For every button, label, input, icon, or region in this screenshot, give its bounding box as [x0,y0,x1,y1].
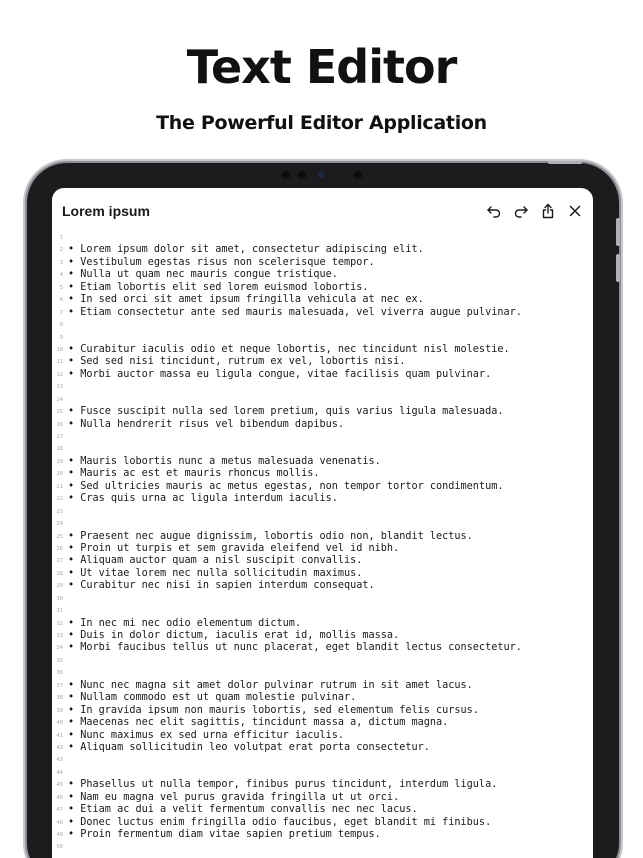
text-editor-area[interactable] [52,232,593,854]
line-number: 21 [56,483,63,490]
editor-line[interactable] [52,630,593,642]
undo-button[interactable] [484,201,504,221]
line-text: • Aliquam sollicitudin leo volutpat erat porta consectetur. [68,741,430,753]
line-number: 49 [56,832,63,838]
editor-line[interactable] [52,543,593,555]
line-number: 9 [59,334,63,341]
editor-line[interactable] [52,257,593,269]
line-text: • Mauris lobortis nunc a metus malesuada venenatis. [68,455,381,467]
document-title: Lorem ipsum [62,203,150,219]
editor-line[interactable] [52,555,593,567]
line-number: 1 [59,235,63,241]
line-number: 10 [56,346,63,353]
line-text: • Praesent nec augue dignissim, lobortis odio non, blandit lectus. [68,530,473,542]
editor-line[interactable] [52,618,593,630]
line-text: • Nullam commodo est ut quam molestie pulvinar. [68,692,357,704]
line-text: • In gravida ipsum non mauris lobortis, sed elementum felis cursus. [68,704,479,716]
line-number: 17 [56,434,63,440]
line-text: • Sed sed nisi tincidunt, rutrum ex vel, lobortis nisi. [68,356,406,368]
line-text: • Etiam ac dui a velit fermentum convallis nec nec lacus. [68,804,418,816]
line-number: 14 [56,396,63,403]
line-number: 29 [56,583,63,590]
sensor-dot [298,171,306,179]
editor-line[interactable] [52,717,593,729]
editor-line[interactable] [52,754,593,766]
line-text: • Vestibulum egestas risus non scelerisque tempor. [68,256,375,268]
line-text: • Cras quis urna ac ligula interdum iaculis. [68,493,338,505]
volume-up-button-hardware [616,218,620,246]
editor-line[interactable] [52,406,593,418]
line-number: 36 [56,670,63,677]
line-text: • Curabitur nec nisi in sapien interdum consequat. [68,580,375,592]
camera-sensor-bar [280,168,370,180]
editor-line[interactable] [52,431,593,443]
line-text: • Curabitur iaculis odio et neque lobortis, nec tincidunt nisl molestie. [68,343,510,355]
line-text: • Nam eu magna vel purus gravida fringilla ut ut orci. [68,791,400,803]
editor-line[interactable] [52,829,593,841]
redo-button[interactable] [511,201,531,221]
share-icon [540,203,556,219]
line-number: 43 [56,757,63,764]
editor-line[interactable] [52,506,593,518]
editor-line[interactable] [52,344,593,356]
line-number: 8 [59,322,63,329]
editor-toolbar [52,188,593,232]
editor-line[interactable] [52,767,593,779]
undo-icon [486,203,502,219]
editor-line[interactable] [52,593,593,605]
line-text: • Proin ut turpis et sem gravida eleifend vel id nibh. [68,542,400,554]
editor-line[interactable] [52,568,593,580]
line-text: • Duis in dolor dictum, iaculis erat id, mollis massa. [68,630,400,641]
editor-line[interactable] [52,605,593,617]
editor-line[interactable] [52,369,593,381]
line-number: 47 [56,807,63,814]
editor-line[interactable] [52,667,593,679]
line-number: 6 [59,297,63,304]
editor-line[interactable] [52,792,593,804]
redo-icon [513,203,529,219]
app-screen [52,188,593,858]
editor-line[interactable] [52,394,593,406]
line-text: • Nunc nec magna sit amet dolor pulvinar rutrum in sit amet lacus. [68,679,473,691]
editor-line[interactable] [52,332,593,344]
line-number: 40 [56,720,63,727]
editor-line[interactable] [52,307,593,319]
hero-title: Text Editor [186,40,457,94]
editor-line[interactable] [52,468,593,480]
editor-line[interactable] [52,817,593,829]
editor-line[interactable] [52,319,593,331]
line-text: • Nunc maximus ex sed urna efficitur iaculis. [68,729,345,741]
editor-line[interactable] [52,531,593,543]
share-button[interactable] [538,201,558,221]
line-text: • Sed ultricies mauris ac metus egestas, non tempor tortor condimentum. [68,480,504,492]
editor-line[interactable] [52,356,593,368]
editor-line[interactable] [52,742,593,754]
line-number: 46 [56,794,63,801]
line-text: • Etiam lobortis elit sed lorem euismod lobortis. [68,281,369,293]
line-text: • Phasellus ut nulla tempor, finibus purus tincidunt, interdum ligula. [68,779,498,791]
line-text: • Ut vitae lorem nec nulla sollicitudin maximus. [68,567,363,579]
editor-line[interactable] [52,804,593,816]
line-number: 7 [59,309,63,316]
editor-line[interactable] [52,232,593,244]
line-text: • Donec luctus enim fringilla odio faucibus, eget blandit mi finibus. [68,816,492,828]
sensor-dot [354,171,362,179]
line-number: 20 [56,471,63,478]
editor-line[interactable] [52,580,593,592]
line-number: 25 [56,533,63,540]
editor-line[interactable] [52,282,593,294]
line-number: 42 [56,744,63,751]
editor-line[interactable] [52,493,593,505]
line-number: 30 [56,595,63,602]
line-text: • Maecenas nec elit sagittis, tincidunt massa a, dictum magna. [68,717,449,729]
editor-line[interactable] [52,269,593,281]
line-number: 27 [56,558,63,565]
line-number: 28 [56,570,63,577]
line-number: 13 [56,384,63,391]
line-number: 24 [56,521,63,528]
line-number: 38 [56,695,63,702]
power-button-hardware [548,161,582,164]
line-number: 19 [56,458,63,465]
line-number: 2 [59,247,63,254]
editor-line[interactable] [52,419,593,431]
editor-line[interactable] [52,244,593,256]
editor-line[interactable] [52,381,593,393]
editor-line[interactable] [52,443,593,455]
line-number: 26 [56,545,63,552]
line-number: 11 [56,359,63,366]
editor-line[interactable] [52,481,593,493]
line-number: 15 [56,409,63,416]
line-number: 35 [56,657,63,664]
camera-lens [318,172,324,178]
line-text: • Fusce suscipit nulla sed lorem pretium, quis varius ligula malesuada. [68,406,504,418]
editor-line[interactable] [52,642,593,654]
line-text: • Nulla ut quam nec mauris congue tristique. [68,269,338,281]
line-number: 41 [56,732,63,739]
line-text: • Etiam consectetur ante sed mauris malesuada, vel viverra augue pulvinar. [68,306,522,318]
line-text: • Aliquam auctor quam a nisl suscipit convallis. [68,555,363,567]
editor-line[interactable] [52,705,593,717]
line-number: 22 [56,496,63,503]
line-text: • Nulla hendrerit risus vel bibendum dapibus. [68,418,345,430]
close-button[interactable] [565,201,585,221]
line-number: 3 [59,259,63,266]
editor-line[interactable] [52,692,593,704]
line-text: • In sed orci sit amet ipsum fringilla vehicula at nec ex. [68,294,424,306]
close-icon [567,203,583,219]
line-number: 33 [56,633,63,639]
line-number: 48 [56,819,63,826]
line-number: 18 [56,446,63,453]
line-text: • Lorem ipsum dolor sit amet, consectetur adipiscing elit. [68,244,424,256]
line-number: 39 [56,707,63,714]
line-number: 12 [56,371,63,378]
volume-down-button-hardware [616,254,620,282]
editor-line[interactable] [52,294,593,306]
line-number: 50 [56,844,63,851]
line-number: 31 [56,608,63,615]
line-number: 45 [56,782,63,789]
line-number: 34 [56,645,63,652]
editor-line[interactable] [52,518,593,530]
line-number: 37 [56,682,63,689]
line-text: • In nec mi nec odio elementum dictum. [68,617,302,629]
line-text: • Mauris ac est et mauris rhoncus mollis. [68,468,320,480]
line-text: • Morbi faucibus tellus ut nunc placerat, eget blandit lectus consectetur. [68,642,522,654]
editor-line[interactable] [52,730,593,742]
hero-subtitle: The Powerful Editor Application [156,112,487,134]
line-number: 16 [56,421,63,428]
line-number: 5 [59,284,63,291]
sensor-dot [282,171,290,179]
editor-line[interactable] [52,456,593,468]
line-text: • Proin fermentum diam vitae sapien pretium tempus. [68,829,381,840]
line-text: • Morbi auctor massa eu ligula congue, vitae facilisis quam pulvinar. [68,368,492,380]
editor-line[interactable] [52,680,593,692]
editor-line[interactable] [52,779,593,791]
editor-line[interactable] [52,841,593,853]
line-number: 4 [59,272,63,279]
line-number: 23 [56,508,63,515]
line-number: 44 [56,769,63,776]
editor-line[interactable] [52,655,593,667]
line-number: 32 [56,620,63,627]
